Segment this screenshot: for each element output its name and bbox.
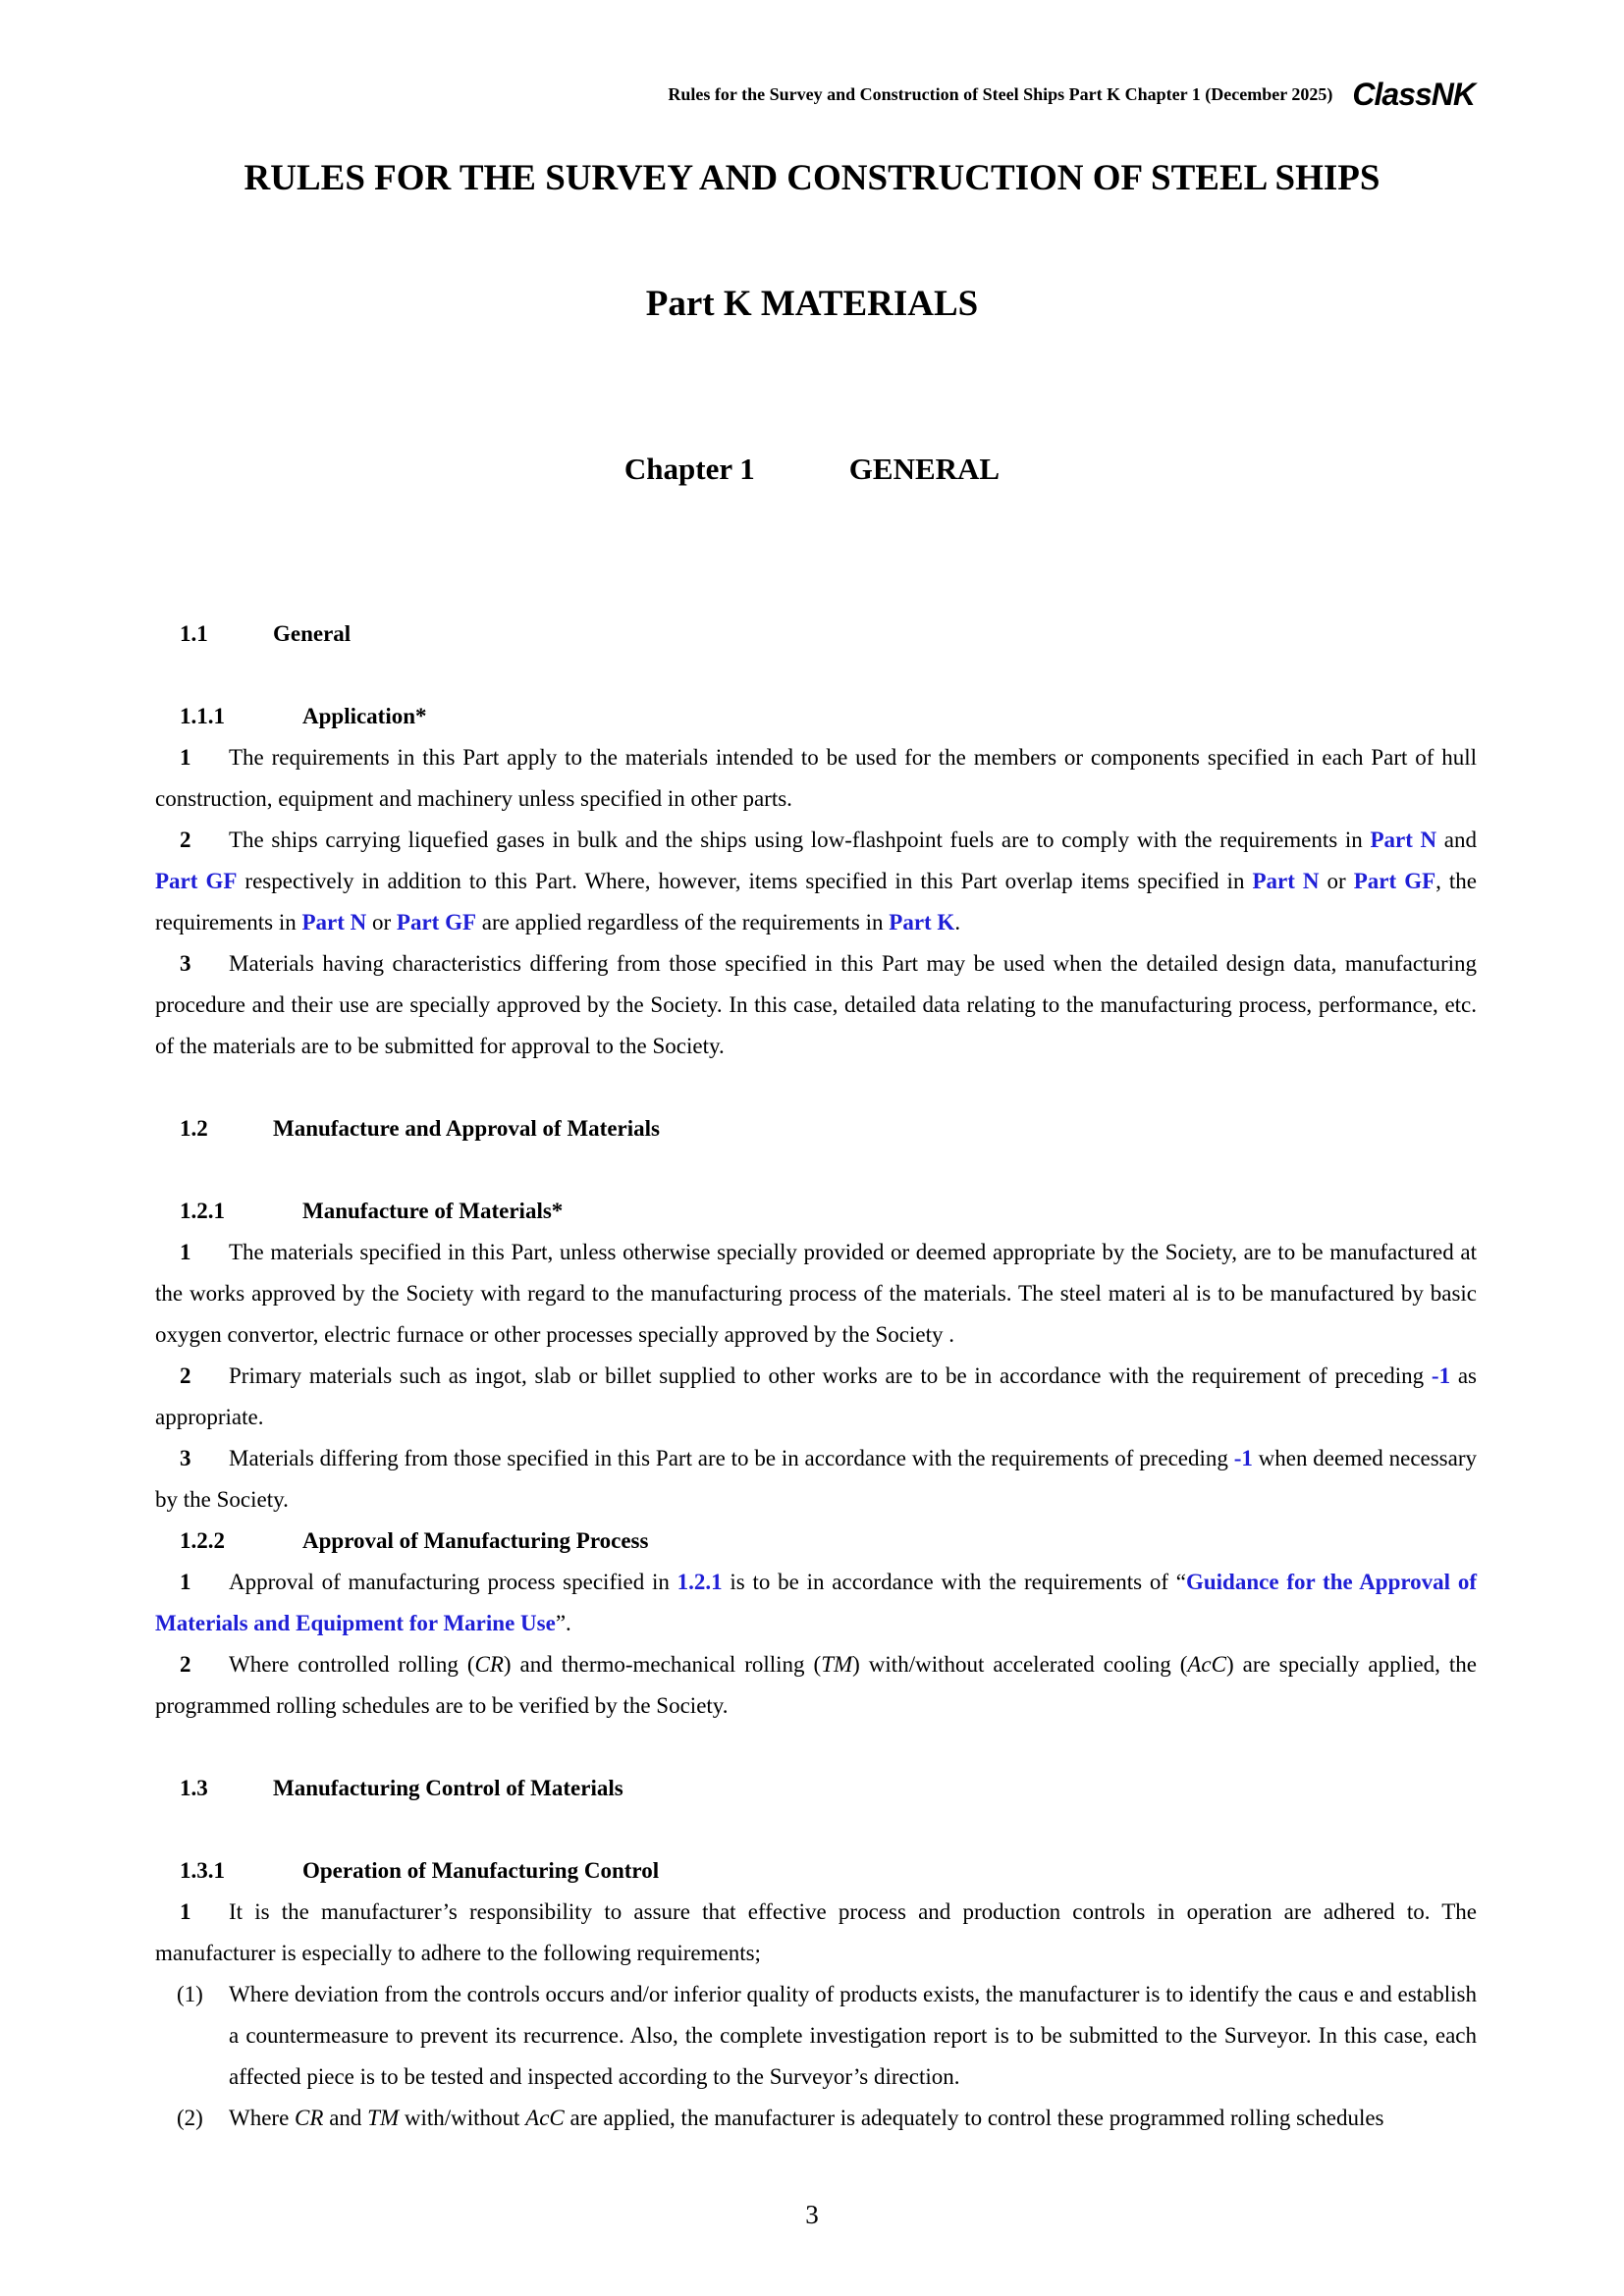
list-item-text: are applied, the manufacturer is adequately to control these programmed rolling schedules [564,2106,1384,2130]
list-item [155,2098,1477,2139]
abbreviation-acc: AcC [1187,1652,1226,1677]
subsection-title: Approval of Manufacturing Process [302,1528,649,1553]
section-heading [155,614,1477,655]
subsection-title: Operation of Manufacturing Control [302,1858,660,1883]
paragraph-text: , the requirements in [155,869,1478,934]
abbreviation-cr: CR [295,2106,324,2130]
paragraph-number: 1 [180,1899,191,1924]
abbreviation-cr: CR [474,1652,504,1677]
paragraph-text: as appropriate. [155,1363,1477,1429]
section-heading [155,1108,1477,1149]
spacer [155,1727,1477,1768]
spacer [155,1067,1477,1108]
running-header [668,79,1475,110]
subsection-title: Application* [302,704,427,728]
spacer [155,1809,1477,1850]
paragraph-text: or [366,910,397,934]
link-part-gf[interactable]: Part GF [155,869,238,893]
section-title: Manufacturing Control of Materials [273,1776,623,1800]
link-part-n[interactable]: Part N [301,910,367,934]
subsection-heading [155,1191,1477,1232]
paragraph [155,737,1477,820]
document-title: RULES FOR THE SURVEY AND CONSTRUCTION OF STEEL SHIPS [244,158,1380,198]
paragraph-number: 1 [180,1240,191,1264]
list-item-text: with/without [399,2106,526,2130]
paragraph-number: 3 [180,1446,191,1470]
classnk-logo: ClassNK [1352,77,1475,112]
body-content [155,614,1477,2139]
paragraph-text: or [1319,869,1354,893]
paragraph-text: ) are specially applied, the programmed rolling schedules are to be verified by the Society. [155,1652,1477,1718]
paragraph-text: Materials having characteristics differing from those specified in this Part may be used when the detailed design data, manufacturing procedure and their use are specially approved by the Society. In this case, detailed data relating to the manufacturing process, performance, etc. of the materials are to be submitted for approval to the Society. [155,951,1477,1058]
paragraph [155,1562,1477,1644]
paragraph [155,1892,1477,1974]
link-guidance-document[interactable]: Guidance for the Approval of Materials and Equipment for Marine Use [155,1570,1478,1635]
paragraph [155,1644,1477,1727]
list-item-number: (2) [177,2106,203,2130]
link-part-n[interactable]: Part N [1252,869,1320,893]
subsection-number: 1.2.2 [180,1528,225,1553]
paragraph-number: 2 [180,828,191,852]
paragraph-text: . [954,910,961,934]
subsection-title: Manufacture of Materials* [302,1199,564,1223]
list-item-text: Where [229,2106,296,2130]
paragraph [155,1232,1477,1356]
list-item [155,1974,1477,2098]
paragraph-text: ”. [555,1611,571,1635]
subsection-heading [155,1521,1477,1562]
section-title: General [273,621,352,646]
paragraph-number: 2 [180,1652,191,1677]
list-item-text: and [323,2106,368,2130]
paragraph-text: It is the manufacturer’s responsibility to assure that effective process and production controls in operation are adhered to. The manufacturer is especially to adhere to the following requirements; [155,1899,1477,1965]
paragraph-text: when deemed necessary by the Society. [155,1446,1477,1512]
link-part-gf[interactable]: Part GF [396,910,477,934]
subsection-heading [155,696,1477,737]
chapter-title [0,452,1624,487]
paragraph-number: 2 [180,1363,191,1388]
link-paragraph-ref[interactable]: -1 [1233,1446,1253,1470]
paragraph-number: 1 [180,745,191,770]
running-title: Rules for the Survey and Construction of Steel Ships Part K Chapter 1 (December 2025) [668,83,1333,104]
list-item-number: (1) [177,1982,203,2006]
page-number: 3 [805,2200,819,2229]
paragraph-text: The materials specified in this Part, unless otherwise specially provided or deemed appropriate by the Society, are to be manufactured at the works approved by the Society with regard to the manufacturing process of the materials. The steel materi al is to be manufactured by basic oxygen convertor, electric furnace or other processes specially approved by the Society . [155,1240,1477,1347]
subsection-heading [155,1850,1477,1892]
link-part-gf[interactable]: Part GF [1353,869,1436,893]
spacer [155,1149,1477,1191]
section-heading [155,1768,1477,1809]
paragraph-text: and [1436,828,1477,852]
paragraph-text: respectively in addition to this Part. Where, however, items specified in this Part overlap items specified in [237,869,1253,893]
chapter-name: GENERAL [848,452,1001,486]
paragraph-number: 1 [180,1570,191,1594]
subsection-number: 1.1.1 [180,704,225,728]
part-title: Part K MATERIALS [645,284,979,324]
subsection-number: 1.2.1 [180,1199,225,1223]
link-paragraph-ref[interactable]: -1 [1431,1363,1451,1388]
list-item-text: Where deviation from the controls occurs and/or inferior quality of products exists, the manufacturer is to identify the caus e and establish a countermeasure to prevent its recurrence. Also, the complete investigation report is to be submitted to the Surveyor. In this case, each affected piece is to be tested and inspected according to the Surveyor’s direction. [229,1982,1477,2089]
paragraph-text: are applied regardless of the requirements in [476,910,890,934]
section-number: 1.3 [180,1776,208,1800]
abbreviation-acc: AcC [525,2106,565,2130]
link-part-n[interactable]: Part N [1370,828,1437,852]
paragraph [155,1438,1477,1521]
abbreviation-tm: TM [367,2106,400,2130]
paragraph-text: ) and thermo-mechanical rolling ( [503,1652,822,1677]
paragraph-text: is to be in accordance with the requirements of “ [722,1570,1186,1594]
paragraph-text: Primary materials such as ingot, slab or billet supplied to other works are to be in accordance with the requirement of preceding [229,1363,1432,1388]
section-title: Manufacture and Approval of Materials [273,1116,660,1141]
paragraph-text: Materials differing from those specified in this Part are to be in accordance with the requirements of preceding [229,1446,1234,1470]
spacer [155,655,1477,696]
paragraph-number: 3 [180,951,191,976]
paragraph-text: The requirements in this Part apply to the materials intended to be used for the members or components specified in each Part of hull construction, equipment and machinery unless specified in other parts. [155,745,1477,811]
paragraph-text: The ships carrying liquefied gases in bulk and the ships using low-flashpoint fuels are to comply with the requirements in [229,828,1371,852]
abbreviation-tm: TM [821,1652,853,1677]
paragraph-text: Where controlled rolling ( [229,1652,475,1677]
paragraph [155,820,1477,943]
paragraph [155,1356,1477,1438]
section-number: 1.2 [180,1116,208,1141]
section-number: 1.1 [180,621,208,646]
chapter-number: Chapter 1 [623,452,755,486]
subsection-number: 1.3.1 [180,1858,225,1883]
link-section-1-2-1[interactable]: 1.2.1 [677,1570,723,1594]
paragraph [155,943,1477,1067]
paragraph-text: ) with/without accelerated cooling ( [852,1652,1188,1677]
link-part-k[interactable]: Part K [889,910,955,934]
paragraph-text: Approval of manufacturing process specified in [229,1570,677,1594]
